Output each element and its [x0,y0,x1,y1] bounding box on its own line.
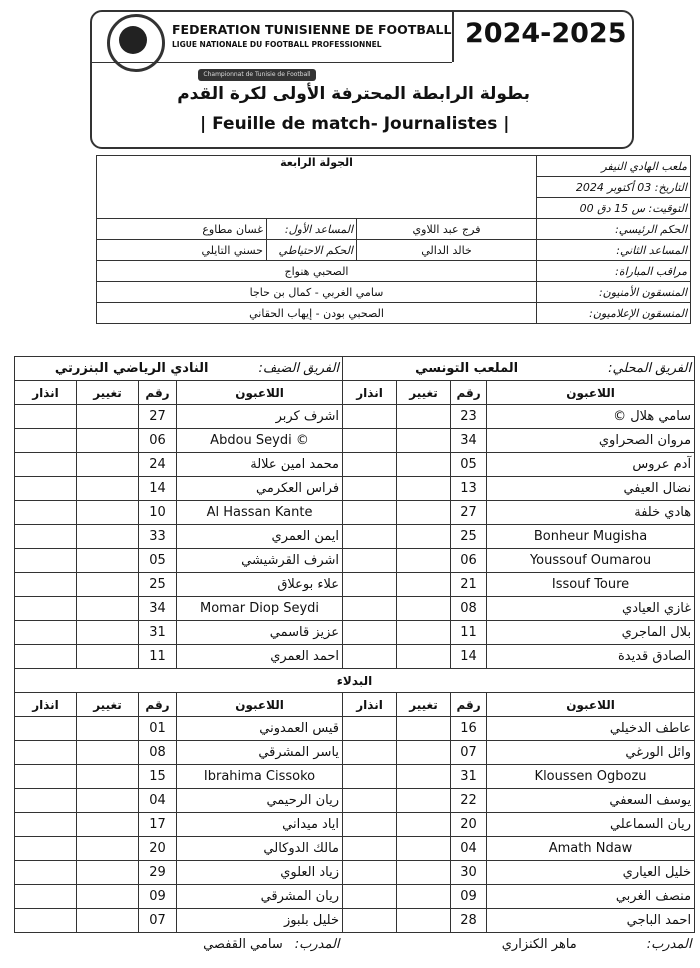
home-warning-cell [343,549,397,573]
away-change-cell [77,621,139,645]
referee-name: فرج عبد اللاوي [357,219,537,240]
away-player-number: 04 [139,789,177,813]
home-change-cell [397,405,451,429]
season: 2024-2025 [465,18,627,49]
home-player-name: الصادق قديدة [487,645,695,669]
subs-title-row [15,669,695,693]
home-player-number: 06 [451,549,487,573]
commissioner-name: الصحبي هنواج [97,261,537,282]
media-label: المنسقون الإعلاميون: [537,303,691,324]
home-warning-cell [343,525,397,549]
player-row [15,909,695,933]
date-label: التاريخ: 03 أكتوبر 2024 [537,177,691,198]
federation-name: FEDERATION TUNISIENNE DE FOOTBALL [172,22,452,37]
sheet-title: | Feuille de match- Journalistes | [200,114,510,134]
number-col: رقم [451,381,487,405]
away-warning-cell [15,597,77,621]
away-warning-cell [15,429,77,453]
away-team-name: النادي الرياضي البنزرتي [54,361,209,376]
home-warning-cell [343,861,397,885]
away-coach-name: سامي القفصي [203,937,283,952]
away-warning-cell [15,645,77,669]
away-player-number: 20 [139,837,177,861]
player-row [15,429,695,453]
away-change-cell [77,885,139,909]
column-header-row [15,381,695,405]
assistant2-name: خالد الدالي [357,240,537,261]
home-player-name: نضال العيفي [487,477,695,501]
home-coach-cell [343,933,695,957]
home-player-number: 04 [451,837,487,861]
away-player-name: ريان المشرقي [177,885,343,909]
away-change-cell [77,573,139,597]
player-row [15,477,695,501]
coach-row [15,933,695,957]
home-player-name: يوسف السعفي [487,789,695,813]
away-player-number: 17 [139,813,177,837]
away-warning-cell [15,909,77,933]
player-row [15,813,695,837]
home-player-name: احمد الباجي [487,909,695,933]
home-player-name: منصف الغربي [487,885,695,909]
away-change-cell [77,861,139,885]
away-warning-cell [15,837,77,861]
away-warning-cell [15,549,77,573]
home-player-number: 05 [451,453,487,477]
away-warning-cell [15,717,77,741]
away-player-name: عزيز قاسمي [177,621,343,645]
away-label: الفريق الضيف: [258,361,340,376]
home-player-number: 22 [451,789,487,813]
home-player-number: 08 [451,597,487,621]
match-info-table [96,155,691,324]
away-change-cell [77,477,139,501]
change-col: تغيير [397,693,451,717]
home-warning-cell [343,741,397,765]
away-change-cell [77,789,139,813]
home-change-cell [397,621,451,645]
away-warning-cell [15,813,77,837]
federation-logo-icon [107,14,165,72]
player-row [15,453,695,477]
player-row [15,837,695,861]
home-player-number: 25 [451,525,487,549]
away-player-name: Abdou Seydi © [177,429,343,453]
away-warning-cell [15,741,77,765]
away-player-name: اشرف القرشيشي [177,549,343,573]
home-player-number: 23 [451,405,487,429]
away-warning-cell [15,789,77,813]
away-change-cell [77,501,139,525]
away-change-cell [77,453,139,477]
away-player-number: 01 [139,717,177,741]
home-player-name: Bonheur Mugisha [487,525,695,549]
home-player-number: 28 [451,909,487,933]
away-warning-cell [15,525,77,549]
assistant1-name: غسان مطاوع [97,219,267,240]
header-divider [452,12,454,62]
column-header-row [15,693,695,717]
away-warning-cell [15,453,77,477]
players-col: اللاعبون [487,693,695,717]
player-row [15,861,695,885]
away-change-cell [77,909,139,933]
away-change-cell [77,525,139,549]
home-player-number: 21 [451,573,487,597]
home-label: الفريق المحلي: [608,361,692,376]
home-player-number: 34 [451,429,487,453]
away-player-name: ريان الرحيمي [177,789,343,813]
away-change-cell [77,429,139,453]
home-change-cell [397,909,451,933]
player-row [15,621,695,645]
home-change-cell [397,717,451,741]
time-label: التوقيت: س 15 دق 00 [537,198,691,219]
home-warning-cell [343,813,397,837]
security-label: المنسقون الأمنيون: [537,282,691,303]
player-row [15,717,695,741]
away-warning-cell [15,861,77,885]
away-player-name: قيس العمدوني [177,717,343,741]
home-change-cell [397,645,451,669]
assistant2-label: المساعد الثاني: [537,240,691,261]
away-player-number: 33 [139,525,177,549]
home-warning-cell [343,501,397,525]
player-row [15,573,695,597]
referee-label: الحكم الرئيسي: [537,219,691,240]
player-row [15,885,695,909]
player-row [15,645,695,669]
fourth-official-label: الحكم الاحتياطي [267,240,357,261]
home-warning-cell [343,621,397,645]
home-change-cell [397,837,451,861]
home-player-name: عاطف الدخيلي [487,717,695,741]
away-warning-cell [15,501,77,525]
info-row [97,240,691,261]
fourth-official-name: حسني التايلي [97,240,267,261]
home-player-name: Youssouf Oumarou [487,549,695,573]
away-player-name: زياد العلوي [177,861,343,885]
away-warning-cell [15,765,77,789]
player-row [15,405,695,429]
home-change-cell [397,813,451,837]
number-col: رقم [451,693,487,717]
competition-title: بطولة الرابطة المحترفة الأولى لكرة القدم [177,84,530,104]
home-team-name: الملعب التونسي [415,361,519,376]
round-title: الجولة الرابعة [97,156,537,219]
player-row [15,597,695,621]
warning-col: انذار [343,381,397,405]
home-player-name: Kloussen Ogbozu [487,765,695,789]
home-player-name: آدم عروس [487,453,695,477]
away-player-name: ايمن العمري [177,525,343,549]
away-warning-cell [15,477,77,501]
away-player-name: خليل بلبوز [177,909,343,933]
home-warning-cell [343,909,397,933]
home-change-cell [397,429,451,453]
away-warning-cell [15,405,77,429]
home-warning-cell [343,477,397,501]
away-player-number: 05 [139,549,177,573]
stadium-label: ملعب الهادي النيفر [537,156,691,177]
home-change-cell [397,453,451,477]
away-player-number: 27 [139,405,177,429]
number-col: رقم [139,381,177,405]
home-warning-cell [343,573,397,597]
info-row [97,282,691,303]
home-player-name: مروان الصحراوي [487,429,695,453]
header-line [92,62,452,63]
home-change-cell [397,741,451,765]
home-player-name: هادي خلفة [487,501,695,525]
away-player-name: اياد ميداني [177,813,343,837]
player-row [15,765,695,789]
player-row [15,501,695,525]
home-player-name: بلال الماجري [487,621,695,645]
away-player-number: 10 [139,501,177,525]
player-row [15,789,695,813]
home-change-cell [397,501,451,525]
home-warning-cell [343,717,397,741]
home-warning-cell [343,405,397,429]
home-coach-name: ماهر الكنزاري [501,937,577,952]
home-warning-cell [343,885,397,909]
away-player-number: 11 [139,645,177,669]
assistant1-label: المساعد الأول: [267,219,357,240]
media-names: الصحبي بودن - إيهاب الحقاني [97,303,537,324]
away-player-name: احمد العمري [177,645,343,669]
away-change-cell [77,741,139,765]
home-change-cell [397,885,451,909]
player-row [15,741,695,765]
info-row [97,219,691,240]
away-change-cell [77,813,139,837]
home-player-number: 11 [451,621,487,645]
away-player-number: 09 [139,885,177,909]
roster-table [14,356,695,956]
home-player-number: 16 [451,717,487,741]
away-change-cell [77,597,139,621]
home-coach-label: المدرب: [646,937,692,952]
away-player-number: 15 [139,765,177,789]
home-player-number: 13 [451,477,487,501]
away-player-name: فراس العكرمي [177,477,343,501]
home-warning-cell [343,645,397,669]
away-player-number: 14 [139,477,177,501]
away-player-number: 06 [139,429,177,453]
change-col: تغيير [77,381,139,405]
home-warning-cell [343,597,397,621]
away-coach-cell [15,933,343,957]
home-change-cell [397,573,451,597]
away-player-number: 24 [139,453,177,477]
info-row [97,303,691,324]
away-player-name: Ibrahima Cissoko [177,765,343,789]
away-player-name: ياسر المشرقي [177,741,343,765]
away-warning-cell [15,621,77,645]
warning-col: انذار [15,693,77,717]
home-player-number: 09 [451,885,487,909]
away-player-number: 29 [139,861,177,885]
league-name: LIGUE NATIONALE DU FOOTBALL PROFESSIONNEL [172,40,382,49]
away-change-cell [77,717,139,741]
player-row [15,549,695,573]
player-row [15,525,695,549]
away-player-number: 08 [139,741,177,765]
home-change-cell [397,477,451,501]
away-player-number: 34 [139,597,177,621]
change-col: تغيير [77,693,139,717]
security-names: سامي الغربي - كمال بن حاجا [97,282,537,303]
away-coach-label: المدرب: [294,937,340,952]
away-change-cell [77,405,139,429]
away-player-name: Momar Diop Seydi [177,597,343,621]
home-warning-cell [343,429,397,453]
league-stamp: Championnat de Tunisie de Football [198,69,316,81]
away-change-cell [77,549,139,573]
home-player-number: 30 [451,861,487,885]
away-team-header [15,357,343,381]
change-col: تغيير [397,381,451,405]
away-player-name: محمد امين علالة [177,453,343,477]
away-player-name: اشرف كربر [177,405,343,429]
home-player-number: 20 [451,813,487,837]
away-player-name: مالك الدوكالي [177,837,343,861]
home-player-name: ريان السماعلي [487,813,695,837]
home-warning-cell [343,837,397,861]
home-change-cell [397,525,451,549]
home-player-name: سامي هلال © [487,405,695,429]
home-change-cell [397,789,451,813]
info-row [97,261,691,282]
warning-col: انذار [15,381,77,405]
away-warning-cell [15,573,77,597]
players-col: اللاعبون [487,381,695,405]
home-player-name: Issouf Toure [487,573,695,597]
number-col: رقم [139,693,177,717]
home-change-cell [397,549,451,573]
commissioner-label: مراقب المباراة: [537,261,691,282]
home-player-number: 07 [451,741,487,765]
home-warning-cell [343,453,397,477]
away-warning-cell [15,885,77,909]
home-player-name: غازي العيادي [487,597,695,621]
away-player-number: 25 [139,573,177,597]
team-header-row [15,357,695,381]
home-player-number: 31 [451,765,487,789]
home-warning-cell [343,789,397,813]
home-change-cell [397,861,451,885]
home-change-cell [397,765,451,789]
away-player-number: 31 [139,621,177,645]
away-change-cell [77,765,139,789]
away-player-name: Al Hassan Kante [177,501,343,525]
away-player-number: 07 [139,909,177,933]
home-player-name: Amath Ndaw [487,837,695,861]
away-player-name: علاء بوعلاق [177,573,343,597]
players-col: اللاعبون [177,381,343,405]
players-col: اللاعبون [177,693,343,717]
home-player-name: وائل الورغي [487,741,695,765]
home-team-header [343,357,695,381]
home-player-number: 14 [451,645,487,669]
home-player-name: خليل العياري [487,861,695,885]
away-change-cell [77,645,139,669]
away-change-cell [77,837,139,861]
home-player-number: 27 [451,501,487,525]
subs-title: البدلاء [15,669,695,693]
warning-col: انذار [343,693,397,717]
home-warning-cell [343,765,397,789]
info-row [97,156,691,177]
home-change-cell [397,597,451,621]
